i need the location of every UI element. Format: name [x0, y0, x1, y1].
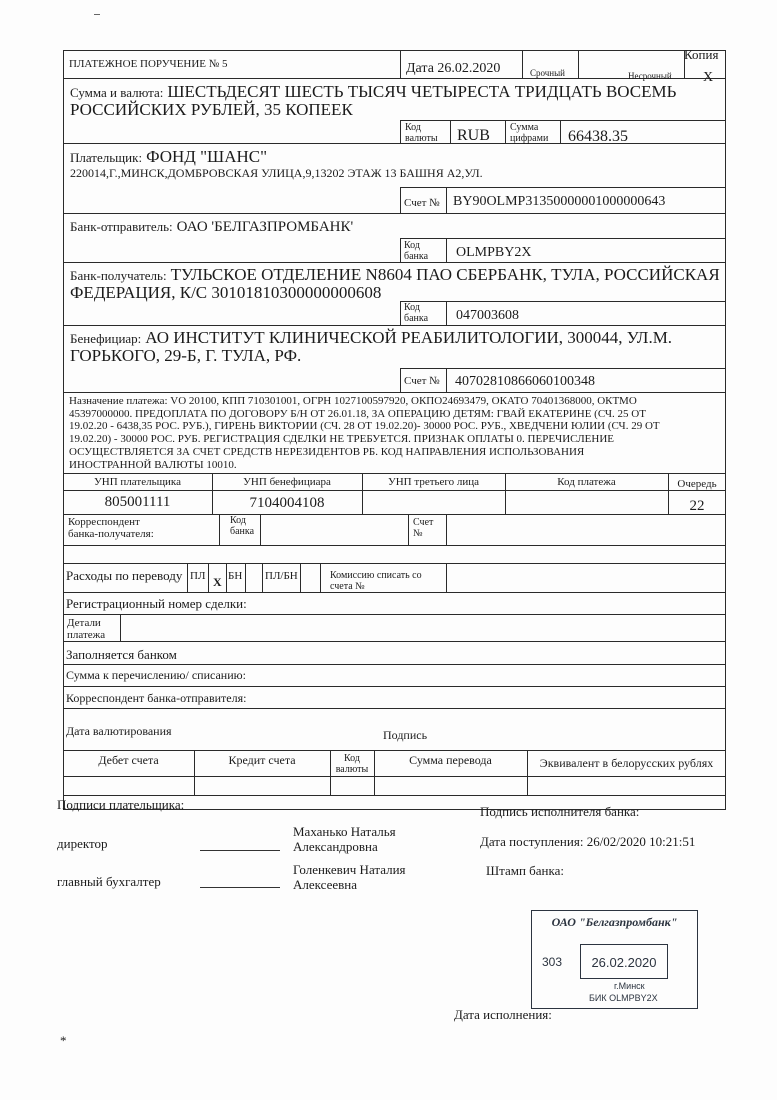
- payment-code-label: Код платежа: [557, 476, 616, 488]
- accountant-name: Голенкевич Наталия Алексеевна: [293, 862, 406, 892]
- registration-label: Регистрационный номер сделки:: [66, 596, 247, 611]
- sender-bank-label: Банк-отправитель:: [70, 219, 173, 234]
- accountant-signature-line: [200, 887, 280, 888]
- payer-account-label: Счет №: [404, 197, 440, 209]
- receiver-bank-row: [70, 265, 720, 285]
- stamp-city: г.Минск: [614, 981, 645, 991]
- document-date: Дата 26.02.2020: [406, 61, 501, 76]
- currency-code-label: Код валюты: [405, 122, 438, 144]
- sender-bank-code: OLMPBY2X: [456, 245, 532, 260]
- nonurgent-label: Несрочный: [628, 71, 672, 81]
- sender-bank-name: ОАО 'БЕЛГАЗПРОМБАНК': [176, 219, 354, 235]
- unp-beneficiary-label: УНП бенефициара: [243, 476, 331, 488]
- receiver-bank-label: Банк-получатель:: [70, 268, 167, 283]
- bank-stamp: [531, 910, 698, 1009]
- credit-header: Кредит счета: [228, 753, 296, 767]
- purpose-line: 19.02.20) - 30000 РОС. РУБ. РЕГИСТРАЦИЯ СДЕЛКИ НЕ ТРЕБУЕТСЯ. ПРИЗНАК ОПЛАТЫ 0. ПЕРЕЧИСЛЕНИЕ: [69, 433, 614, 446]
- equivalent-header: Эквивалент в белорусских рублях: [539, 756, 714, 770]
- bank-stamp-label: Штамп банка:: [486, 863, 564, 878]
- unp-payer: 805001111: [104, 494, 171, 510]
- purpose-line: ИНОСТРАННОЙ ВАЛЮТЫ 10010.: [69, 458, 237, 471]
- beneficiary-name-line2: ГОРЬКОГО, 29-Б, Г. ТУЛА, РФ.: [70, 346, 302, 365]
- value-date-label: Дата валютирования: [66, 724, 172, 738]
- execution-date-label: Дата исполнения:: [454, 1007, 552, 1022]
- beneficiary-account: 40702810866060100348: [455, 374, 595, 389]
- correspondent-account-label: Счет №: [413, 517, 434, 539]
- purpose-line: 19.02.20 - 6438,35 РОС. РУБ.), ГИРЕНЬ ВИКТОРИИ (СЧ. 28 ОТ 19.02.20)- 30000 РОС. РУБ., ХВЕДЧЕНИ ЮЛИИ (СЧ. 29 ОТ: [69, 420, 660, 433]
- sender-correspondent-label: Корреспондент банка-отправителя:: [66, 691, 247, 705]
- unp-third-label: УНП третьего лица: [387, 476, 480, 488]
- director-name: Маханько Наталья Александровна: [293, 824, 396, 854]
- receiver-bank-code-label: Код банка: [404, 302, 429, 324]
- amount-words-line2: РОССИЙСКИХ РУБЛЕЙ, 35 КОПЕЕК: [70, 100, 353, 119]
- correspondent-code-label: Код банка: [230, 515, 255, 537]
- queue-label: Очередь: [677, 478, 717, 490]
- beneficiary-label: Бенефициар:: [70, 331, 142, 346]
- expenses-mark: X: [213, 575, 222, 589]
- payer-address: 220014,Г.,МИНСК,ДОМБРОВСКАЯ УЛИЦА,9,13202 ЭТАЖ 13 БАШНЯ А2,УЛ.: [70, 166, 483, 180]
- expenses-pl: ПЛ: [190, 570, 206, 582]
- sum-label: Сумма цифрами: [510, 122, 549, 144]
- stamp-date-box: [580, 944, 668, 979]
- commission-label: Комиссию списать со счета №: [330, 570, 422, 592]
- purpose-line: ОСУЩЕСТВЛЯЕТСЯ ЗА СЧЕТ СРЕДСТВ НЕРЕЗИДЕНТОВ РБ. КОД НАПРАВЛЕНИЯ ИСПОЛЬЗОВАНИЯ: [69, 445, 585, 458]
- stamp-date: 26.02.2020: [591, 955, 657, 970]
- bank-fill-label: Заполняется банком: [66, 647, 177, 662]
- amount-words-line1: [70, 82, 676, 102]
- payment-purpose: [69, 395, 724, 471]
- correspondent-label: Корреспондент банка-получателя:: [68, 516, 154, 540]
- payer-name: ФОНД "ШАНС": [146, 147, 268, 166]
- amount-label: Сумма и валюта:: [70, 85, 164, 100]
- accountant-label: главный бухгалтер: [57, 874, 161, 889]
- payer-label: Плательщик:: [70, 150, 143, 165]
- payer-row: [70, 147, 267, 167]
- unp-payer-label: УНП плательщика: [93, 476, 181, 488]
- transfer-sum-header: Сумма перевода: [409, 753, 492, 767]
- payer-account: BY90OLMP31350000001000000643: [453, 194, 666, 209]
- details-label: Детали платежа: [67, 617, 106, 641]
- sender-bank-code-label: Код банка: [404, 240, 429, 262]
- receiver-bank-name: ТУЛЬСКОЕ ОТДЕЛЕНИЕ N8604 ПАО СБЕРБАНК, ТУЛА, РОССИЙСКАЯ: [170, 265, 720, 284]
- debit-header: Дебет счета: [98, 753, 159, 767]
- sender-bank-row: [70, 218, 353, 236]
- amount-sum: 66438.35: [568, 128, 628, 145]
- beneficiary-account-label: Счет №: [404, 375, 440, 387]
- bank-executor-signature-label: Подпись исполнителя банка:: [480, 804, 640, 819]
- expenses-plbn: ПЛ/БН: [265, 570, 298, 582]
- amount-words: ШЕСТЬДЕСЯТ ШЕСТЬ ТЫСЯЧ ЧЕТЫРЕСТА ТРИДЦАТЬ ВОСЕМЬ: [167, 82, 677, 101]
- director-signature-line: [200, 850, 280, 851]
- expenses-label: Расходы по переводу: [66, 568, 183, 583]
- copy-label: Копия: [684, 47, 719, 62]
- stamp-bank-name: ОАО "Белгазпромбанк": [551, 915, 678, 929]
- receiver-bank-name-line2: ФЕДЕРАЦИЯ, К/С 30101810300000000608: [70, 283, 382, 302]
- bank-sign-label: Подпись: [383, 728, 428, 742]
- urgent-label: Срочный: [530, 68, 565, 78]
- document-title: ПЛАТЕЖНОЕ ПОРУЧЕНИЕ № 5: [69, 58, 228, 70]
- director-label: директор: [57, 836, 108, 851]
- purpose-line: 45397000000. ПРЕДОПЛАТА ПО ДОГОВОРУ Б/Н ОТ 26.01.18, ЗА ОПЕРАЦИЮ ДЕТЯМ: ГВАЙ ЕКАТЕРИНЕ (СЧ. 25 ОТ: [69, 407, 646, 420]
- currency-header: Код валюты: [335, 753, 369, 775]
- currency-code: RUB: [457, 127, 490, 144]
- beneficiary-name: АО ИНСТИТУТ КЛИНИЧЕСКОЙ РЕАБИЛИТОЛОГИИ, 300044, УЛ.М.: [145, 328, 673, 347]
- receiver-bank-code: 047003608: [456, 308, 519, 323]
- stamp-number: 303: [542, 955, 563, 969]
- received-date: Дата поступления: 26/02/2020 10:21:51: [480, 834, 696, 849]
- stamp-bik: БИК OLMPBY2X: [589, 993, 658, 1003]
- beneficiary-row: [70, 328, 672, 348]
- expenses-bn: БН: [228, 570, 243, 582]
- queue-value: 22: [689, 498, 705, 514]
- nonurgent-mark: X: [703, 70, 714, 85]
- unp-beneficiary: 7104004108: [249, 495, 325, 511]
- sum-to-transfer-label: Сумма к перечислению/ списанию:: [66, 668, 246, 682]
- payer-signatures-label: Подписи плательщика:: [57, 797, 185, 812]
- scan-mark: [94, 14, 100, 15]
- purpose-line: Назначение платежа: VO 20100, КПП 710301001, ОГРН 1027100597920, ОКПО24693479, ОКАТО 70401368000, ОКТМО: [69, 395, 637, 407]
- margin-mark: *: [60, 1033, 67, 1048]
